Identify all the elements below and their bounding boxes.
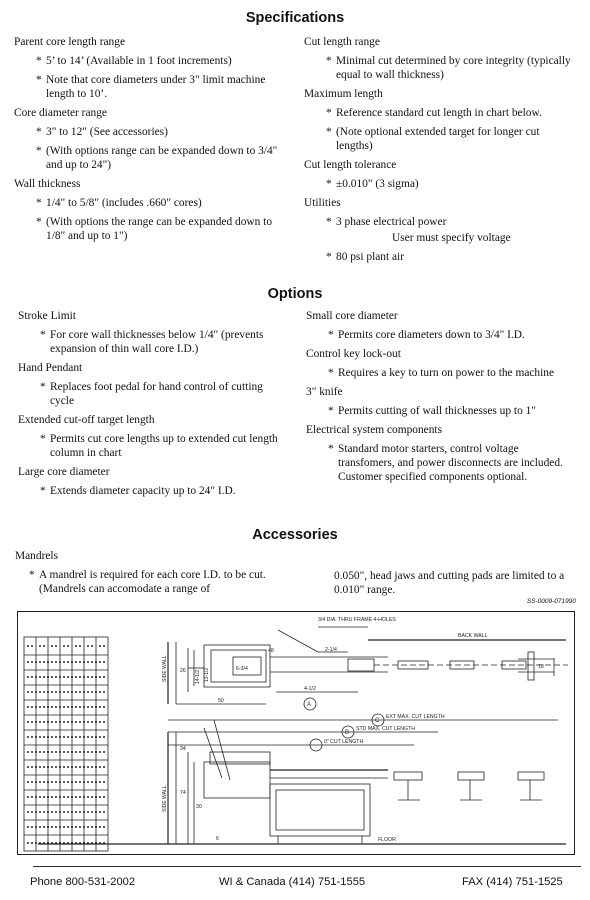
- spec-label-cut-length-tolerance: Cut length tolerance: [304, 159, 397, 171]
- spec-bullet: * Note that core diameters under 3" limit machine length to 10’.: [36, 74, 266, 100]
- dim-74: 74: [180, 790, 186, 796]
- spec-label-maximum-length: Maximum length: [304, 88, 383, 100]
- circle-b-label: B: [345, 730, 350, 736]
- dim-18: 18: [538, 664, 544, 670]
- machine-drawing: [17, 611, 575, 855]
- dim-34: 34: [180, 746, 186, 752]
- label-floor: FLOOR: [378, 837, 396, 843]
- option-label-small-core: Small core diameter: [306, 310, 398, 322]
- option-label-hand-pendant: Hand Pendant: [18, 362, 83, 374]
- option-label-extended-target: Extended cut-off target length: [18, 414, 155, 426]
- dimension-table: [24, 637, 108, 851]
- option-bullet: * Extends diameter capacity up to 24" I.D.: [40, 485, 236, 497]
- option-label-key-lockout: Control key lock-out: [306, 348, 401, 360]
- label-ext-cut: EXT MAX. CUT LENGTH: [386, 714, 445, 720]
- spec-bullet: * 5’ to 14’ (Available in 1 foot increments): [36, 55, 232, 67]
- specifications-right-column: [304, 35, 574, 269]
- spec-bullet: * 1/4" to 5/8" (includes .660" cores): [36, 197, 202, 209]
- options-heading: Options: [267, 286, 323, 302]
- option-bullet: * Standard motor starters, control voltage transfomers, and power disconnects are included. Customer specified components optional.: [328, 443, 563, 483]
- spec-bullet: * Reference standard cut length in chart below.: [326, 107, 542, 119]
- footer-phone: Phone 800-531-2002: [30, 876, 136, 888]
- option-bullet: * Requires a key to turn on power to the machine: [328, 367, 555, 379]
- spec-bullet: * 3" to 12" (See accessories): [36, 126, 168, 138]
- option-bullet: * Permits core diameters down to 3/4" I.D.: [328, 329, 525, 341]
- spec-bullet: * (With options range can be expanded down to 3/4" and up to 24"): [36, 145, 278, 171]
- label-side-wall-top: SIDE WALL: [162, 655, 168, 682]
- footer-fax: FAX (414) 751-1525: [462, 876, 563, 888]
- option-bullet: * Permits cutting of wall thicknesses up to 1": [328, 405, 536, 417]
- dim-13-1-2: 13-1/2: [204, 667, 210, 682]
- spec-note-voltage: User must specify voltage: [392, 232, 511, 244]
- specifications-heading: Specifications: [245, 10, 345, 26]
- table-cell-marks: [27, 646, 106, 843]
- dim-6: 6: [216, 836, 219, 842]
- specifications-left-column: [14, 35, 284, 248]
- option-label-electrical: Electrical system components: [306, 424, 443, 436]
- label-zero-cut: 0" CUT LENGTH: [324, 739, 364, 745]
- accessories-heading: Accessories: [252, 527, 338, 543]
- accessories-right-text: 0.050", head jaws and cutting pads are limited to a 0.010" range.: [334, 570, 565, 596]
- label-side-wall-bottom: SIDE WALL: [162, 785, 168, 812]
- option-label-large-core: Large core diameter: [18, 466, 110, 478]
- footer-divider: [33, 866, 581, 867]
- spec-label-parent-core-length: Parent core length range: [14, 36, 126, 48]
- option-label-stroke-limit: Stroke Limit: [18, 310, 76, 322]
- spec-bullet: * (With options the range can be expanded down to 1/8" and up to 1"): [36, 216, 273, 242]
- options-left-column: [18, 309, 284, 503]
- accessory-label-mandrels: Mandrels: [15, 550, 59, 562]
- spec-bullet: * ±0.010" (3 sigma): [326, 178, 419, 190]
- spec-label-wall-thickness: Wall thickness: [14, 178, 81, 190]
- dim-2-1-4: 2-1/4: [325, 647, 337, 653]
- dim-4-1-2: 4-1/2: [304, 686, 316, 692]
- accessories-left: [15, 549, 285, 601]
- machine-drawing-svg: [18, 612, 574, 854]
- spec-bullet: * 3 phase electrical power: [326, 216, 447, 228]
- label-back-wall: BACK WALL: [458, 633, 488, 639]
- label-holes: 3/4 DIA. THRU FRAME 4-HOLES: [318, 617, 396, 623]
- option-bullet: * For core wall thicknesses below 1/4" (prevents expansion of thin wall core I.D.): [40, 329, 264, 355]
- spec-bullet: * Minimal cut determined by core integrity (typically equal to wall thickness): [326, 55, 571, 81]
- option-bullet: * Permits cut core lengths up to extended cut length column in chart: [40, 433, 278, 459]
- dim-30: 30: [196, 804, 202, 810]
- dim-6-3-4: 6-3/4: [236, 666, 248, 672]
- dim-50: 50: [218, 698, 224, 704]
- accessory-bullet: * A mandrel is required for each core I.D. to be cut. (Mandrels can accomodate a range of: [29, 569, 266, 595]
- option-bullet: * Replaces foot pedal for hand control of cutting cycle: [40, 381, 263, 407]
- footer-wi-canada: WI & Canada (414) 751-1555: [219, 876, 366, 888]
- dim-26: 26: [180, 668, 186, 674]
- spec-label-utilities: Utilities: [304, 197, 341, 209]
- options-right-column: [306, 309, 576, 489]
- drawing-reference-number: SS-0009-071990: [526, 598, 576, 605]
- spec-bullet: * (Note optional extended target for longer cut lengths): [326, 126, 540, 152]
- option-label-3-inch-knife: 3" knife: [306, 386, 343, 398]
- dim-14-1-2: 14-1/2: [195, 669, 201, 684]
- circle-a-label: A: [307, 702, 312, 708]
- dim-48: 48: [268, 648, 274, 654]
- spec-label-core-diameter: Core diameter range: [14, 107, 107, 119]
- spec-label-cut-length-range: Cut length range: [304, 36, 380, 48]
- circle-c-label: C: [375, 718, 380, 724]
- spec-bullet: * 80 psi plant air: [326, 251, 405, 263]
- label-std-cut: STD MAX. CUT LENGTH: [356, 726, 415, 732]
